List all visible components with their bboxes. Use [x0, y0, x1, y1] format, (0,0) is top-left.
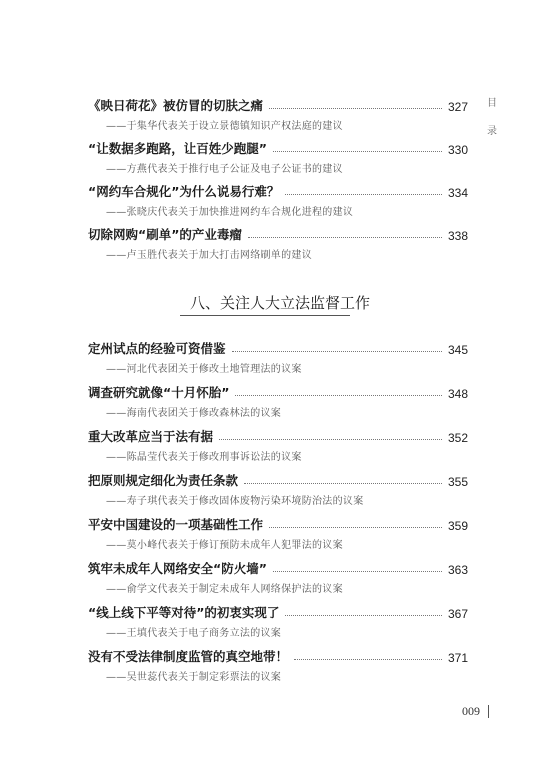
folio-page-number: 009: [462, 704, 480, 718]
page-number: 359: [447, 519, 468, 533]
entry-subtitle: ——莫小峰代表关于修订预防未成年人犯罪法的议案: [106, 540, 343, 551]
dot-leader: [273, 151, 442, 152]
entry-subtitle: ——海南代表团关于修改森林法的议案: [106, 408, 282, 419]
dot-leader: [232, 351, 442, 352]
toc-entry[interactable]: [88, 599, 468, 639]
side-label-mu: 目: [487, 98, 497, 109]
entry-subtitle: ——俞学文代表关于制定未成年人网络保护法的议案: [106, 584, 343, 595]
entry-title: 筑牢未成年人网络安全“防火墙”: [88, 561, 267, 576]
toc-entry[interactable]: [88, 511, 468, 551]
dot-leader: [248, 237, 442, 238]
dot-leader: [273, 571, 442, 572]
entry-title: 调查研究就像“十月怀胎”: [88, 385, 230, 400]
dot-leader: [235, 395, 442, 396]
toc-entry[interactable]: [88, 335, 468, 375]
entry-subtitle: ——王填代表关于电子商务立法的议案: [106, 628, 282, 639]
toc-entry[interactable]: [88, 92, 468, 132]
page-number: 363: [447, 563, 468, 577]
entry-title: “线上线下平等对待”的初衷实现了: [88, 605, 280, 620]
entry-title: “网约车合规化”为什么说易行难？: [88, 184, 280, 199]
entry-subtitle: ——方燕代表关于推行电子公证及电子公证书的建议: [106, 164, 343, 175]
page-number: 348: [447, 387, 468, 401]
page-number: 345: [447, 343, 468, 357]
page-number: 371: [447, 651, 468, 665]
entry-title: 重大改革应当于法有据: [88, 429, 214, 444]
page-number: 355: [447, 475, 468, 489]
page-number: 352: [447, 431, 468, 445]
page-number: 330: [447, 143, 468, 157]
entry-subtitle: ——于集华代表关于设立景德镇知识产权法庭的建议: [106, 121, 343, 132]
page-number: 338: [447, 229, 468, 243]
dot-leader: [269, 108, 442, 109]
toc-entry[interactable]: [88, 467, 468, 507]
entry-title: 定州试点的经验可资借鉴: [88, 341, 226, 356]
entry-title: “让数据多跑路，让百姓少跑腿”: [88, 141, 267, 156]
page-number: 327: [447, 100, 468, 114]
page-number: 367: [447, 607, 468, 621]
toc-entry[interactable]: [88, 178, 468, 218]
toc-entry[interactable]: [88, 221, 468, 261]
toc-entry[interactable]: [88, 643, 468, 683]
toc-entry[interactable]: [88, 555, 468, 595]
entry-subtitle: ——寿子琪代表关于修改固体废物污染环境防治法的议案: [106, 496, 364, 507]
dot-leader: [269, 527, 442, 528]
section-heading: 八、关注人大立法监督工作: [190, 294, 371, 312]
entry-title: 没有不受法律制度监管的真空地带！: [88, 649, 289, 664]
dot-leader: [285, 194, 442, 195]
toc-entry[interactable]: [88, 135, 468, 175]
entry-title: 切除网购“刷单”的产业毒瘤: [88, 227, 242, 242]
entry-title: 平安中国建设的一项基础性工作: [88, 517, 264, 532]
entry-title: 把原则规定细化为责任条款: [88, 473, 239, 488]
entry-subtitle: ——河北代表团关于修改土地管理法的议案: [106, 364, 302, 375]
toc-entry[interactable]: [88, 423, 468, 463]
entry-subtitle: ——吴世蕊代表关于制定彩票法的议案: [106, 672, 282, 683]
dot-leader: [285, 615, 442, 616]
entry-title: 《映日荷花》被仿冒的切肤之痛: [88, 98, 264, 113]
side-label-lu: 录: [487, 126, 497, 137]
folio-divider: [488, 705, 489, 718]
entry-subtitle: ——卢玉胜代表关于加大打击网络刷单的建议: [106, 250, 312, 261]
toc-entry[interactable]: [88, 379, 468, 419]
page-number: 334: [447, 186, 468, 200]
entry-subtitle: ——陈晶莹代表关于修改刑事诉讼法的议案: [106, 452, 302, 463]
dot-leader: [294, 659, 442, 660]
dot-leader: [219, 439, 442, 440]
dot-leader: [244, 483, 442, 484]
section-underline: [180, 315, 350, 316]
entry-subtitle: ——张晓庆代表关于加快推进网约车合规化进程的建议: [106, 207, 354, 218]
